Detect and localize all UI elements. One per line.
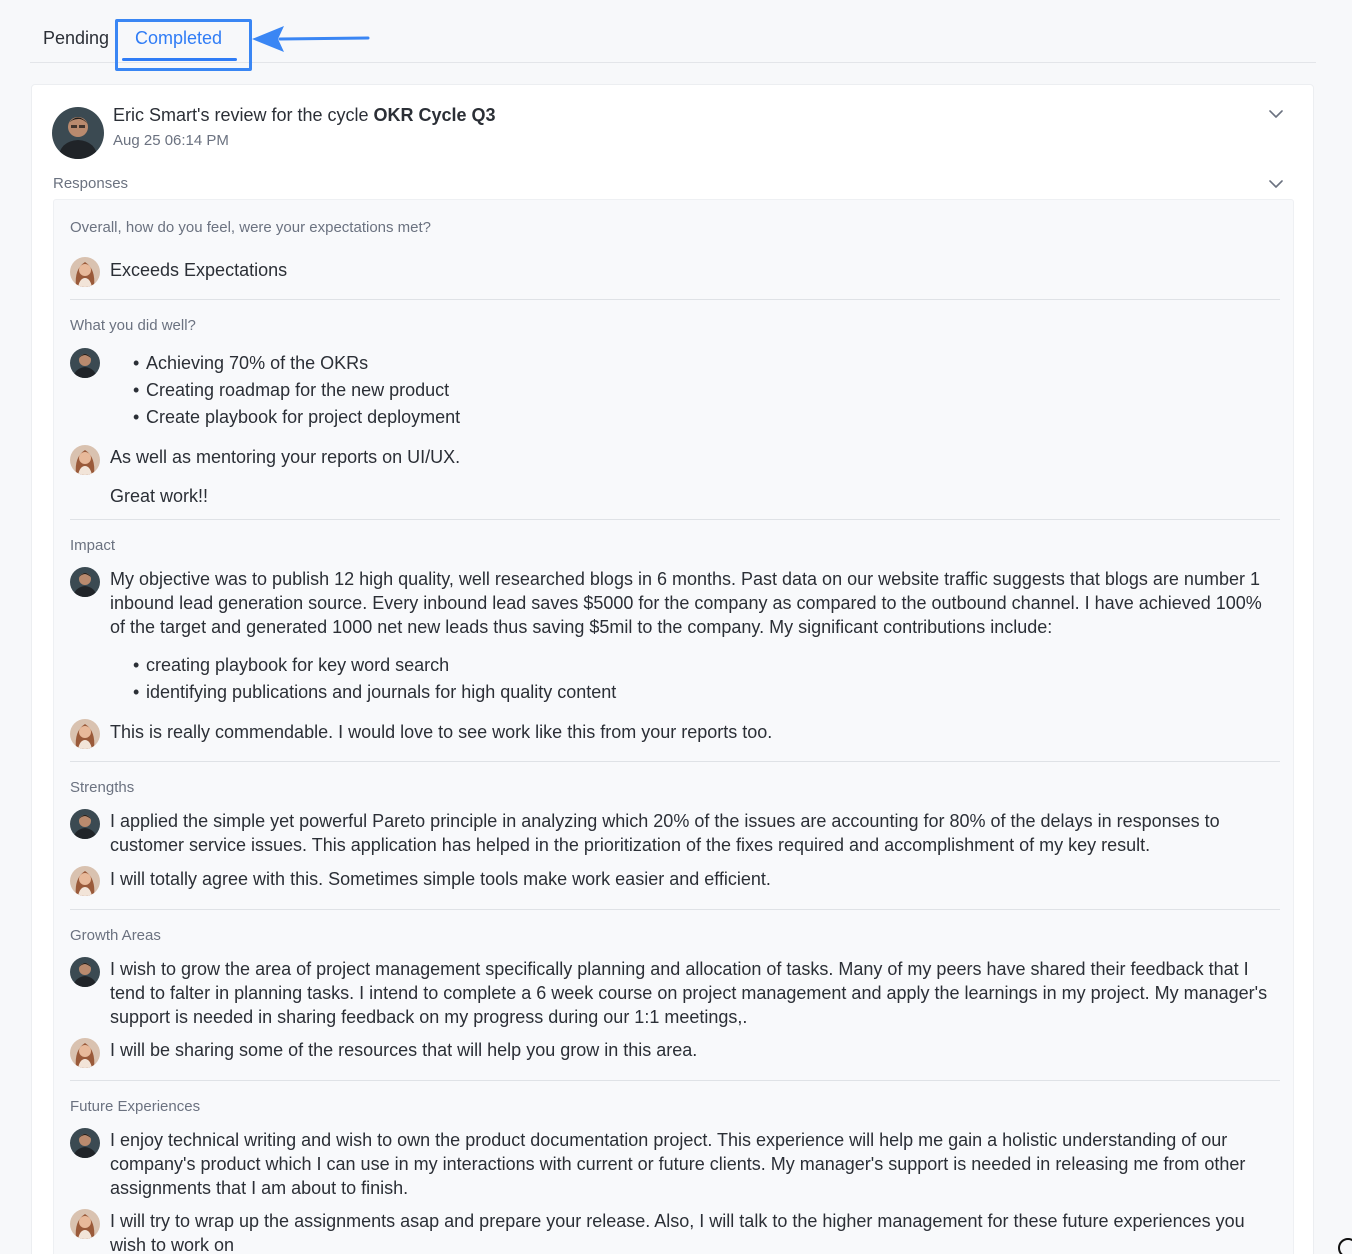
annotation-arrow-icon xyxy=(250,22,372,56)
responses-label: Responses xyxy=(53,175,129,192)
manager-avatar xyxy=(70,445,100,475)
question-label: Growth Areas xyxy=(70,927,161,944)
list-item: • identifying publications and journals for high quality content xyxy=(110,679,616,706)
question-label: Future Experiences xyxy=(70,1098,201,1115)
list-item: • Achieving 70% of the OKRs xyxy=(110,350,460,377)
list-item: • creating playbook for key word search xyxy=(110,652,616,679)
annotation-highlight-box xyxy=(115,19,252,71)
answer-text: I enjoy technical writing and wish to own the product documentation project. This experience will help me gain a holistic understanding of our company's product which I can use in my interactions with current or future clients. My manager's support is needed in releasing me from other assignments that I am about to finish. xyxy=(110,1130,1246,1198)
answer-bullets xyxy=(110,350,460,431)
answer-text: I will totally agree with this. Sometimes simple tools make work easier and efficient. xyxy=(110,869,771,889)
manager-avatar xyxy=(70,257,100,287)
list-item: • Creating roadmap for the new product xyxy=(110,377,460,404)
question-label: Impact xyxy=(70,537,116,554)
section-divider xyxy=(70,761,1280,762)
section-divider xyxy=(70,1080,1280,1081)
answer-bullets xyxy=(110,652,616,706)
manager-avatar xyxy=(70,719,100,749)
review-title xyxy=(113,105,496,126)
responses-panel xyxy=(53,199,1294,1254)
chevron-down-icon[interactable] xyxy=(1267,105,1285,123)
answer-text: I will be sharing some of the resources that will help you grow in this area. xyxy=(110,1040,698,1060)
answer-text: I will try to wrap up the assignments asap and prepare your release. Also, I will talk to the higher management for these future experiences you wish to work on xyxy=(110,1211,1245,1254)
answer-text: This is really commendable. I would love to see work like this from your reports too. xyxy=(110,722,773,742)
question-label: Strengths xyxy=(70,779,135,796)
answer-text: Exceeds Expectations xyxy=(110,260,288,280)
reviewer-name: Eric Smart's xyxy=(113,105,210,125)
section-divider xyxy=(70,909,1280,910)
section-divider xyxy=(70,299,1280,300)
review-date: Aug 25 06:14 PM xyxy=(113,132,229,149)
list-item: • Create playbook for project deployment xyxy=(110,404,460,431)
review-title-text: review for the cycle xyxy=(209,105,374,125)
review-card xyxy=(31,84,1314,1254)
answer-text: My objective was to publish 12 high quality, well researched blogs in 6 months. Past data on our website traffic suggests that blogs are number 1 inbound lead generation source. Every inbound lead saves $5000 for the company as compared to the outbound channel. I have achieved 100% of the target and generated 1000 net new leads thus saving $5mil to the company. My significant contributions include: xyxy=(110,569,1262,637)
question-label: What you did well? xyxy=(70,317,196,334)
employee-avatar xyxy=(70,1128,100,1158)
question-label: Overall, how do you feel, were your expectations met? xyxy=(70,219,432,236)
manager-avatar xyxy=(70,866,100,896)
answer-text: I applied the simple yet powerful Pareto principle in analyzing which 20% of the issues are accounting for 80% of the delays in responses to customer service issues. This application has helped in the prioritization of the fixes required and accomplishment of my key result. xyxy=(110,811,1220,855)
cursor-icon xyxy=(1338,1238,1352,1254)
cycle-name: OKR Cycle Q3 xyxy=(373,105,496,125)
employee-avatar xyxy=(70,957,100,987)
chevron-down-icon[interactable] xyxy=(1267,175,1285,193)
manager-avatar xyxy=(70,1209,100,1239)
tab-completed[interactable]: Completed xyxy=(135,28,223,48)
answer-text: I wish to grow the area of project management specifically planning and allocation of tasks. Many of my peers have shared their feedback that I tend to falter in planning tasks. I intend to complete a 6 week course on project management and apply the learnings in my project. My manager's support is needed in sharing feedback on my progress during our 1:1 meetings,. xyxy=(110,959,1268,1027)
section-divider xyxy=(70,519,1280,520)
answer-text: Great work!! xyxy=(110,486,209,506)
employee-avatar xyxy=(70,809,100,839)
tab-pending[interactable]: Pending xyxy=(43,28,110,48)
answer-text: As well as mentoring your reports on UI/UX. xyxy=(110,447,461,467)
manager-avatar xyxy=(70,1038,100,1068)
employee-avatar xyxy=(70,348,100,378)
reviewer-avatar xyxy=(52,107,104,159)
employee-avatar xyxy=(70,567,100,597)
